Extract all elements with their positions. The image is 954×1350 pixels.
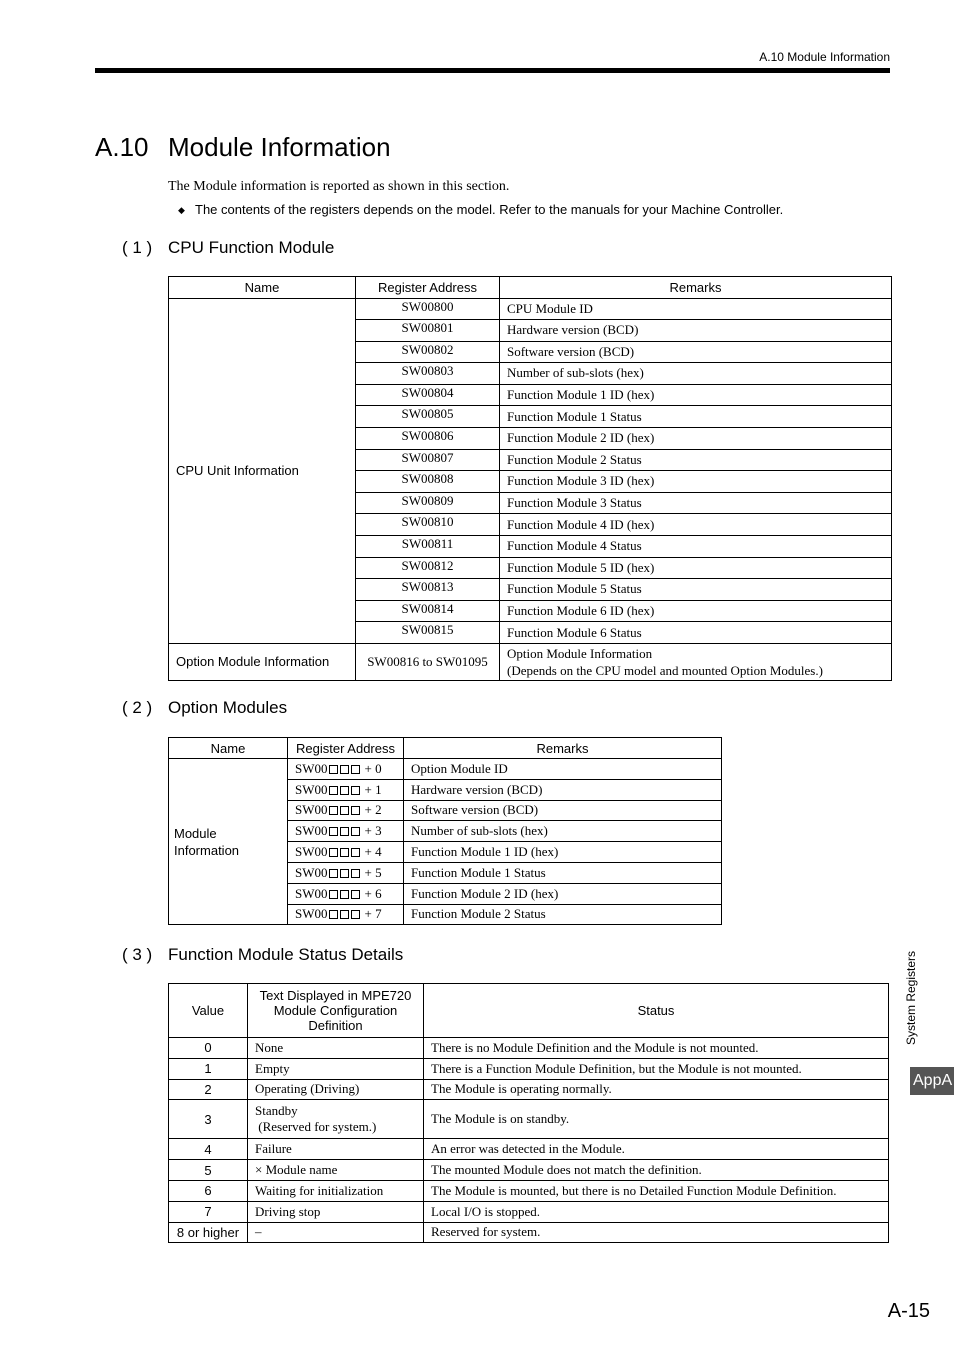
table-row: [169, 759, 722, 780]
register-address-cell: SW00806: [356, 427, 500, 449]
text-line: (Reserved for system.): [255, 1119, 377, 1135]
remarks-cell: CPU Module ID: [500, 299, 892, 320]
status-cell: The Module is mounted, but there is no Detailed Function Module Definition.: [424, 1180, 889, 1201]
subsection-title: Option Modules: [168, 698, 288, 717]
subsection-title: CPU Function Module: [168, 238, 335, 257]
value-cell: 4: [169, 1139, 248, 1160]
status-cell: The Module is on standby.: [424, 1100, 889, 1139]
remarks-cell: Function Module 1 Status: [404, 862, 722, 883]
register-address-cell: SW00808: [356, 471, 500, 493]
address-prefix: SW00: [295, 864, 328, 880]
remarks-cell: Number of sub-slots (hex): [404, 821, 722, 842]
register-address-cell: SW00801: [356, 320, 500, 342]
placeholder-box-icon: [340, 910, 349, 919]
status-cell: The Module is operating normally.: [424, 1079, 889, 1100]
remarks-cell: Function Module 2 ID (hex): [404, 883, 722, 904]
text-displayed-cell: None: [248, 1038, 424, 1059]
column-header-name: Name: [169, 277, 356, 299]
address-offset: + 6: [364, 885, 382, 901]
table-row: [169, 1139, 889, 1160]
placeholder-boxes-icon: [328, 844, 361, 859]
address-offset: + 1: [364, 781, 382, 797]
register-address-cell: [288, 862, 404, 883]
status-cell: There is no Module Definition and the Module is not mounted.: [424, 1038, 889, 1059]
address-prefix: SW00: [295, 802, 328, 818]
value-cell: 7: [169, 1201, 248, 1222]
column-header-remarks: Remarks: [404, 738, 722, 759]
address-offset: + 3: [364, 823, 382, 839]
address-prefix: SW00: [295, 906, 328, 922]
option-modules-table: [168, 737, 722, 925]
column-header-remarks: Remarks: [500, 277, 892, 299]
header-rule: [95, 68, 890, 73]
module-information-name-cell: [169, 759, 288, 925]
address-prefix: SW00: [295, 760, 328, 776]
register-address-cell: [288, 842, 404, 863]
register-address-cell: SW00807: [356, 449, 500, 471]
placeholder-box-icon: [340, 848, 349, 857]
value-cell: 8 or higher: [169, 1222, 248, 1243]
remarks-cell: Function Module 3 ID (hex): [500, 471, 892, 493]
subsection-heading-cpu: [122, 238, 334, 258]
table-row: [169, 1038, 889, 1059]
value-cell: 3: [169, 1100, 248, 1139]
status-cell: Reserved for system.: [424, 1222, 889, 1243]
remarks-cell: Function Module 1 ID (hex): [500, 384, 892, 406]
placeholder-boxes-icon: [328, 865, 361, 880]
remarks-cell: Function Module 2 Status: [404, 904, 722, 925]
placeholder-box-icon: [329, 869, 338, 878]
column-header-register-address: Register Address: [288, 738, 404, 759]
register-address-cell: SW00816 to SW01095: [356, 643, 500, 680]
remarks-cell: Function Module 5 Status: [500, 579, 892, 601]
page-number: A-15: [887, 1300, 930, 1322]
register-address-cell: SW00800: [356, 299, 500, 320]
placeholder-box-icon: [351, 765, 360, 774]
text-line: Standby: [255, 1103, 298, 1119]
function-module-status-table: [168, 983, 889, 1243]
remarks-cell: Hardware version (BCD): [404, 779, 722, 800]
address-offset: + 0: [364, 760, 382, 776]
remarks-cell: Function Module 5 ID (hex): [500, 557, 892, 579]
subsection-number: ( 3 ): [122, 945, 153, 964]
remarks-cell: Number of sub-slots (hex): [500, 363, 892, 385]
remarks-cell: Option Module ID: [404, 759, 722, 780]
option-module-name-cell: Option Module Information: [169, 643, 356, 680]
cpu-unit-name-cell: CPU Unit Information: [169, 299, 356, 644]
placeholder-box-icon: [329, 910, 338, 919]
address-offset: + 7: [364, 906, 382, 922]
section-number: A.10: [95, 132, 149, 162]
register-address-cell: [288, 821, 404, 842]
table-row: [169, 1201, 889, 1222]
placeholder-box-icon: [340, 806, 349, 815]
subsection-heading-status: [122, 945, 403, 965]
placeholder-box-icon: [340, 786, 349, 795]
register-address-cell: [288, 759, 404, 780]
register-address-cell: SW00804: [356, 384, 500, 406]
register-address-cell: SW00802: [356, 341, 500, 363]
table-row: [169, 1079, 889, 1100]
status-cell: Local I/O is stopped.: [424, 1201, 889, 1222]
table-header-row: [169, 738, 722, 759]
text-displayed-cell: Waiting for initialization: [248, 1180, 424, 1201]
placeholder-box-icon: [340, 827, 349, 836]
name-line: Module: [174, 825, 217, 841]
register-address-cell: SW00810: [356, 514, 500, 536]
text-displayed-cell: Empty: [248, 1058, 424, 1079]
column-header-status: Status: [424, 984, 889, 1038]
placeholder-box-icon: [329, 786, 338, 795]
column-header-register-address: Register Address: [356, 277, 500, 299]
subsection-heading-option: [122, 698, 287, 718]
placeholder-box-icon: [351, 786, 360, 795]
table-row: [169, 1222, 889, 1243]
status-cell: There is a Function Module Definition, but the Module is not mounted.: [424, 1058, 889, 1079]
placeholder-box-icon: [340, 765, 349, 774]
table-header-row: [169, 984, 889, 1038]
remarks-cell: [500, 643, 892, 680]
register-address-cell: SW00815: [356, 622, 500, 644]
text-displayed-cell: [248, 1100, 424, 1139]
column-header-text-displayed: Text Displayed in MPE720 Module Configuration Definition: [248, 984, 424, 1038]
table-row: [169, 1100, 889, 1139]
address-offset: + 4: [364, 844, 382, 860]
text-displayed-cell: –: [248, 1222, 424, 1243]
status-cell: The mounted Module does not match the definition.: [424, 1160, 889, 1181]
text-displayed-cell: Driving stop: [248, 1201, 424, 1222]
register-address-cell: [288, 904, 404, 925]
register-address-cell: SW00814: [356, 600, 500, 622]
remarks-cell: Function Module 6 ID (hex): [500, 600, 892, 622]
text-displayed-cell: Failure: [248, 1139, 424, 1160]
register-address-cell: [288, 779, 404, 800]
placeholder-boxes-icon: [328, 886, 361, 901]
status-cell: An error was detected in the Module.: [424, 1139, 889, 1160]
table-row-option: [169, 643, 892, 680]
remarks-cell: Function Module 1 Status: [500, 406, 892, 428]
value-cell: 0: [169, 1038, 248, 1059]
remarks-cell: Software version (BCD): [404, 800, 722, 821]
placeholder-boxes-icon: [328, 782, 361, 797]
placeholder-box-icon: [351, 806, 360, 815]
remarks-cell: Function Module 1 ID (hex): [404, 842, 722, 863]
running-header: A.10 Module Information: [759, 50, 890, 64]
placeholder-box-icon: [329, 890, 338, 899]
page-title: [95, 132, 391, 163]
register-address-cell: SW00812: [356, 557, 500, 579]
cpu-function-module-table: [168, 276, 892, 681]
text-displayed-cell: × Module name: [248, 1160, 424, 1181]
name-line: Information: [174, 842, 240, 858]
note: [178, 202, 783, 217]
placeholder-boxes-icon: [328, 802, 361, 817]
remarks-cell: Function Module 4 Status: [500, 535, 892, 557]
register-address-cell: SW00811: [356, 535, 500, 557]
value-cell: 5: [169, 1160, 248, 1181]
placeholder-box-icon: [351, 890, 360, 899]
side-label: System Registers: [904, 950, 918, 1045]
value-cell: 1: [169, 1058, 248, 1079]
table-row: [169, 1180, 889, 1201]
address-offset: + 5: [364, 864, 382, 880]
placeholder-box-icon: [329, 806, 338, 815]
subsection-title: Function Module Status Details: [168, 945, 404, 964]
remarks-cell: Function Module 2 Status: [500, 449, 892, 471]
register-address-cell: [288, 800, 404, 821]
placeholder-boxes-icon: [328, 906, 361, 921]
subsection-number: ( 1 ): [122, 238, 153, 257]
placeholder-box-icon: [329, 848, 338, 857]
value-cell: 2: [169, 1079, 248, 1100]
remarks-cell: Hardware version (BCD): [500, 320, 892, 342]
remarks-cell: Software version (BCD): [500, 341, 892, 363]
placeholder-box-icon: [329, 765, 338, 774]
address-prefix: SW00: [295, 885, 328, 901]
note-text: The contents of the registers depends on the model. Refer to the manuals for your Machine Controller.: [195, 202, 784, 217]
intro-text: The Module information is reported as shown in this section.: [168, 179, 510, 194]
table-row: [169, 1160, 889, 1181]
address-prefix: SW00: [295, 823, 328, 839]
remarks-cell: Function Module 3 Status: [500, 492, 892, 514]
placeholder-box-icon: [340, 869, 349, 878]
address-prefix: SW00: [295, 781, 328, 797]
remarks-cell: Function Module 6 Status: [500, 622, 892, 644]
placeholder-box-icon: [340, 890, 349, 899]
remarks-cell: Function Module 4 ID (hex): [500, 514, 892, 536]
register-address-cell: SW00805: [356, 406, 500, 428]
address-offset: + 2: [364, 802, 382, 818]
placeholder-box-icon: [329, 827, 338, 836]
remarks-cell: Function Module 2 ID (hex): [500, 427, 892, 449]
placeholder-box-icon: [351, 910, 360, 919]
placeholder-boxes-icon: [328, 823, 361, 838]
appendix-tab: AppA: [910, 1067, 954, 1095]
bullet-icon: ◆: [178, 205, 185, 216]
table-header-row: [169, 277, 892, 299]
address-prefix: SW00: [295, 844, 328, 860]
placeholder-box-icon: [351, 869, 360, 878]
remark-line: (Depends on the CPU model and mounted Option Modules.): [507, 662, 823, 678]
table-row: [169, 299, 892, 320]
table-row: [169, 1058, 889, 1079]
column-header-name: Name: [169, 738, 288, 759]
section-title: Module Information: [168, 132, 391, 162]
subsection-number: ( 2 ): [122, 698, 153, 717]
register-address-cell: SW00809: [356, 492, 500, 514]
register-address-cell: SW00803: [356, 363, 500, 385]
placeholder-box-icon: [351, 827, 360, 836]
register-address-cell: [288, 883, 404, 904]
remark-line: Option Module Information: [507, 645, 653, 661]
column-header-value: Value: [169, 984, 248, 1038]
placeholder-boxes-icon: [328, 761, 361, 776]
text-displayed-cell: Operating (Driving): [248, 1079, 424, 1100]
value-cell: 6: [169, 1180, 248, 1201]
placeholder-box-icon: [351, 848, 360, 857]
register-address-cell: SW00813: [356, 579, 500, 601]
